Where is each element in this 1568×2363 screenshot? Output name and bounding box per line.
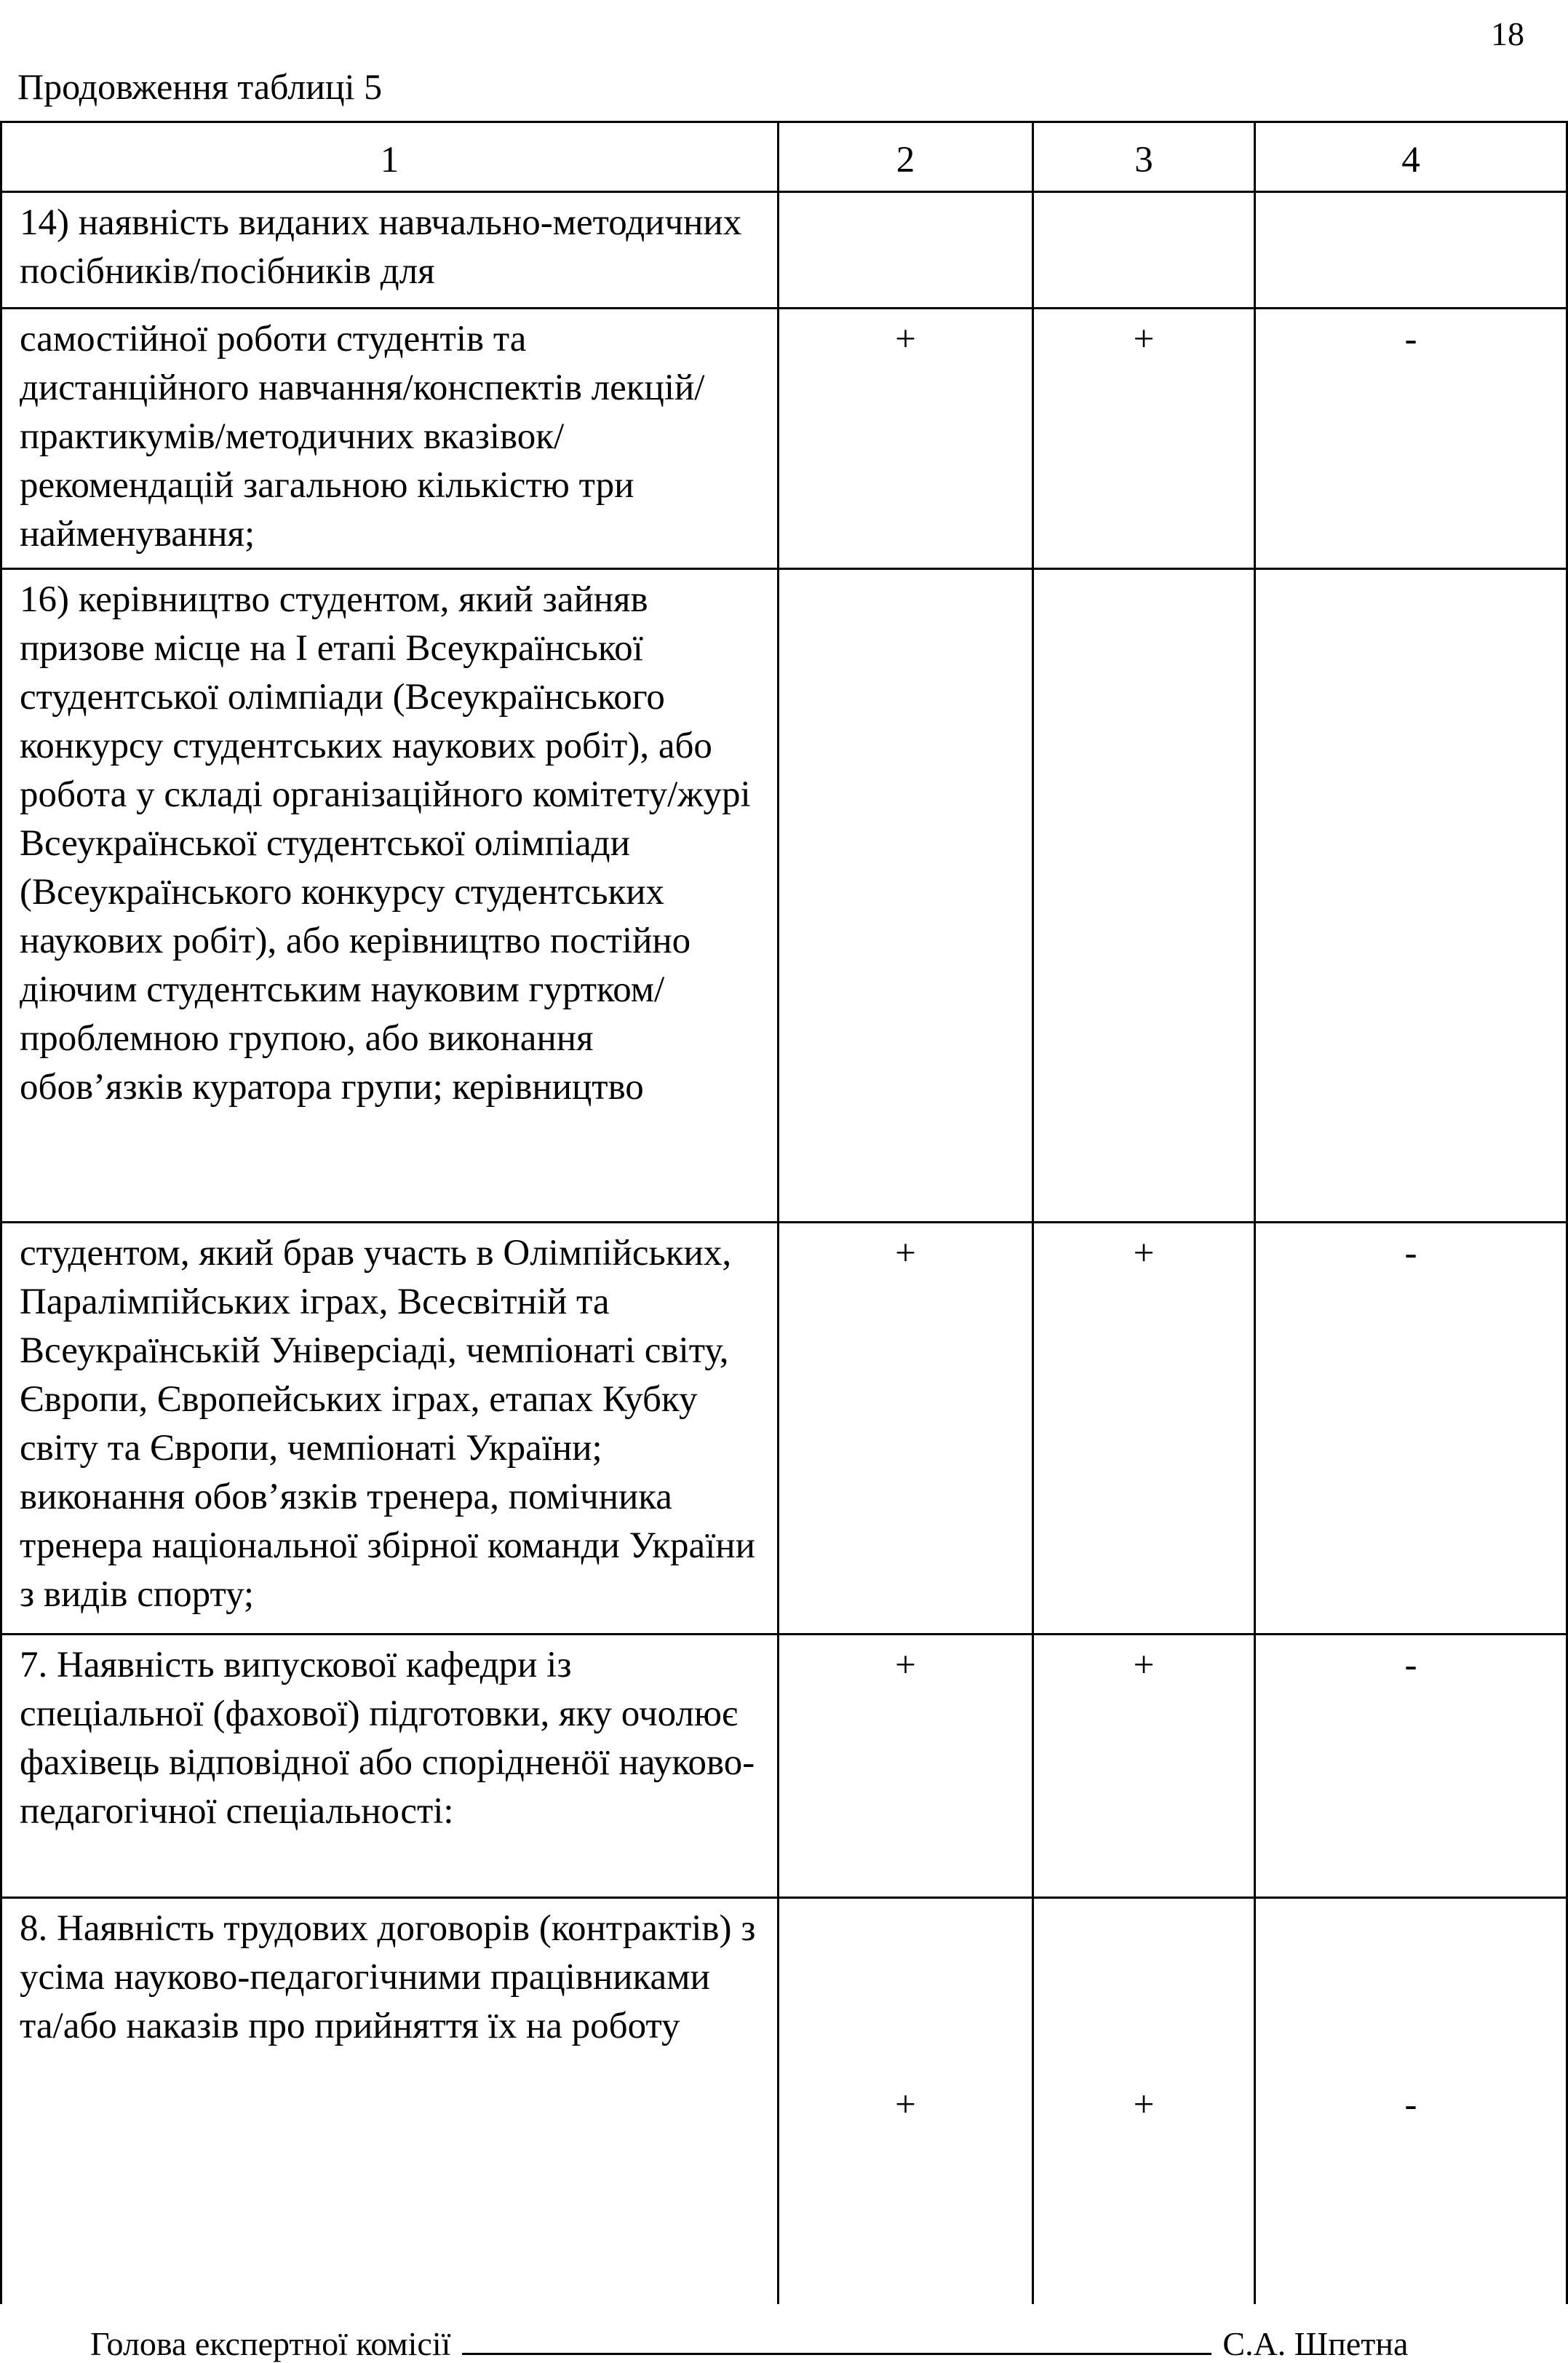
- table-row: [1, 1898, 1567, 2304]
- mark-col-2: [779, 192, 1033, 309]
- table-row: [1, 1223, 1567, 1635]
- mark-col-3: [1033, 192, 1255, 309]
- mark-col-2: +: [779, 1898, 1033, 2304]
- mark-col-2: +: [779, 309, 1033, 569]
- signature-label: Голова експертної комісії: [90, 2325, 451, 2362]
- signatory-name: С.А. Шпетна: [1222, 2325, 1409, 2362]
- mark-col-3: [1033, 569, 1255, 1223]
- column-header-2: 2: [779, 122, 1033, 192]
- column-header-3: 3: [1033, 122, 1255, 192]
- table-row: [1, 192, 1567, 309]
- table-row: [1, 309, 1567, 569]
- table-header-row: [1, 122, 1567, 192]
- criterion-text: 8. Наявність трудових договорів (контрактів) з усіма науково-педагогічними працівниками та/або наказів про прийняття їх на роботу: [1, 1898, 779, 2304]
- mark-col-4: [1255, 569, 1567, 1223]
- criterion-text: самостійної роботи студентів та дистанційного навчання/конспектів лекцій/практикумів/методичних вказівок/рекомендацій загальною кількістю три найменування;: [1, 309, 779, 569]
- mark-col-2: [779, 569, 1033, 1223]
- mark-col-3: +: [1033, 1898, 1255, 2304]
- table-caption: Продовження таблиці 5: [17, 66, 383, 107]
- page-number: 18: [1491, 15, 1524, 52]
- mark-col-2: +: [779, 1223, 1033, 1635]
- column-header-4: 4: [1255, 122, 1567, 192]
- mark-col-2: +: [779, 1635, 1033, 1898]
- mark-col-4: [1255, 192, 1567, 309]
- mark-col-3: +: [1033, 1635, 1255, 1898]
- mark-col-4: -: [1255, 309, 1567, 569]
- column-header-1: 1: [1, 122, 779, 192]
- signature-blank: [462, 2324, 1211, 2355]
- signature-line: [90, 2324, 1408, 2363]
- mark-col-3: +: [1033, 1223, 1255, 1635]
- mark-col-4: -: [1255, 1223, 1567, 1635]
- table-row: [1, 1635, 1567, 1898]
- mark-col-3: +: [1033, 309, 1255, 569]
- mark-col-4: -: [1255, 1635, 1567, 1898]
- criterion-text: 16) керівництво студентом, який зайняв призове місце на І етапі Всеукраїнської студентської олімпіади (Всеукраїнського конкурсу студентських наукових робіт), або робота у складі організаційного комітету/журі Всеукраїнської студентської олімпіади (Всеукраїнського конкурсу студентських наукових робіт), або керівництво постійно діючим студентським науковим гуртком/проблемною групою, або виконання обов’язків куратора групи; керівництво: [1, 569, 779, 1223]
- criterion-text: студентом, який брав участь в Олімпійських, Паралімпійських іграх, Всесвітній та Всеукраїнській Універсіаді, чемпіонаті світу, Європи, Європейських іграх, етапах Кубку світу та Європи, чемпіонаті України; виконання обов’язків тренера, помічника тренера національної збірної команди України з видів спорту;: [1, 1223, 779, 1635]
- criterion-text: 7. Наявність випускової кафедри із спеціальної (фахової) підготовки, яку очолює фахівець відповідної або спорідненӧї науково-педагогічної спеціальності:: [1, 1635, 779, 1898]
- mark-col-4: -: [1255, 1898, 1567, 2304]
- criterion-text: 14) наявність виданих навчально-методичних посібників/посібників для: [1, 192, 779, 309]
- criteria-table: [0, 121, 1568, 2304]
- table-row: [1, 569, 1567, 1223]
